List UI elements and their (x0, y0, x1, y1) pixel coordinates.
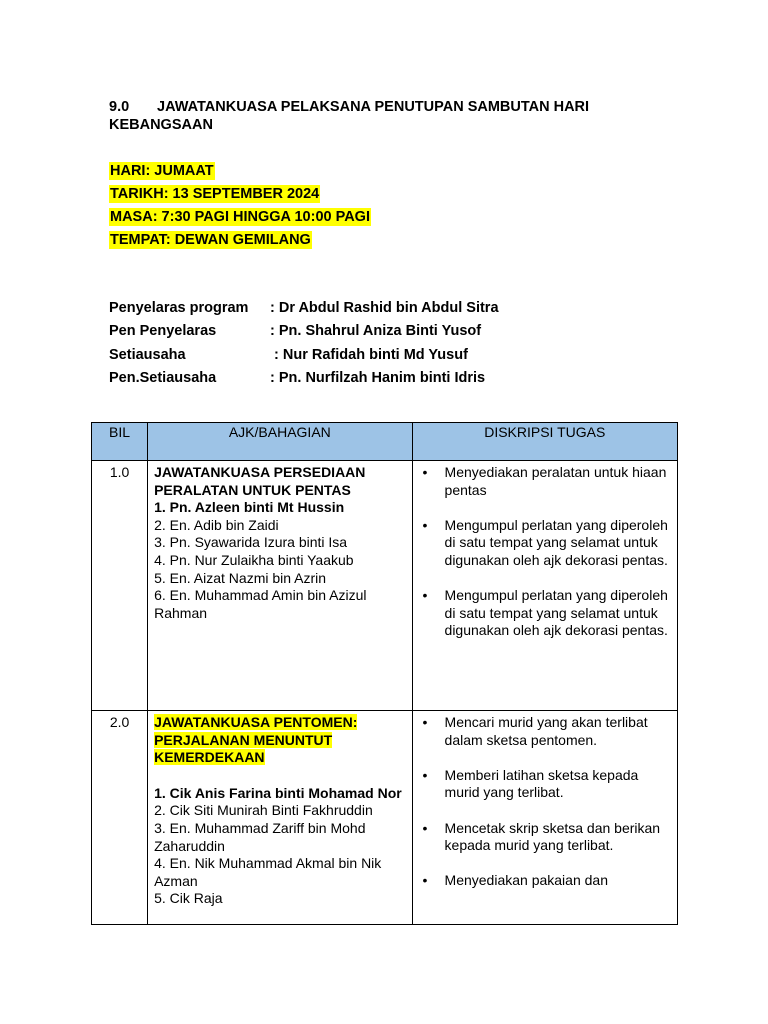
duty-table (91, 422, 678, 925)
table-header-row (92, 423, 678, 461)
task-item: • Mengumpul perlatan yang diperoleh di satu tempat yang selamat untuk digunakan oleh ajk dekorasi pentas. (422, 516, 668, 568)
event-date: TARIKH: 13 SEPTEMBER 2024 (110, 186, 320, 202)
member: 5. Cik Raja (154, 890, 223, 907)
committee-head: 1. Cik Anis Farina binti Mohamad Nor (154, 784, 402, 801)
section-heading (109, 98, 669, 134)
task-item: • Memberi latihan sketsa kepada murid yang terlibat. (422, 766, 639, 801)
role-value: : Dr Abdul Rashid bin Abdul Sitra (270, 300, 499, 316)
role-assistant-coordinator (109, 322, 481, 340)
bullet-icon: • (422, 516, 428, 533)
header-bil: BIL (92, 423, 148, 461)
role-label: Pen Penyelaras (109, 323, 217, 339)
task-item: • Mencetak skrip sketsa dan berikan kepada murid yang terlibat. (422, 819, 661, 854)
table-row (92, 461, 678, 711)
section-number: 9.0 (109, 99, 130, 115)
role-value: : Pn. Shahrul Aniza Binti Yusof (270, 323, 482, 339)
role-value: : Pn. Nurfilzah Hanim binti Idris (270, 370, 486, 386)
task-item: • Mencari murid yang akan terlibat dalam sketsa pentomen. (422, 714, 648, 748)
bullet-icon: • (422, 872, 428, 889)
tasks-cell (412, 711, 677, 925)
committee-head: 1. Pn. Azleen binti Mt Hussin (154, 499, 345, 516)
tasks-cell (412, 461, 677, 711)
member: 3. Pn. Syawarida Izura binti Isa (154, 534, 348, 551)
member: 2. En. Adib bin Zaidi (154, 516, 279, 533)
role-label: Penyelaras program (109, 300, 249, 316)
role-label: Setiausaha (109, 347, 186, 363)
member: 4. Pn. Nur Zulaikha binti Yaakub (154, 551, 354, 568)
header-ajk: AJK/BAHAGIAN (148, 423, 412, 461)
role-secretary (109, 346, 468, 364)
bullet-icon: • (422, 587, 428, 604)
section-title-text: JAWATANKUASA PELAKSANA PENUTUPAN SAMBUTAN HARI KEBANGSAAN (109, 99, 590, 133)
bullet-icon: • (422, 819, 428, 836)
role-label: Pen.Setiausaha (109, 370, 217, 386)
header-tasks: DISKRIPSI TUGAS (412, 423, 677, 461)
task-item: • Mengumpul perlatan yang diperoleh di satu tempat yang selamat untuk digunakan oleh ajk dekorasi pentas. (422, 587, 668, 639)
member: 4. En. Nik Muhammad Akmal bin Nik Azman (154, 855, 382, 889)
committee-cell (148, 711, 412, 925)
bullet-icon: • (422, 464, 428, 480)
task-item: • Menyediakan peralatan untuk hiaan pentas (422, 464, 667, 498)
row-number: 2.0 (92, 711, 148, 925)
member: 2. Cik Siti Munirah Binti Fakhruddin (154, 802, 373, 819)
role-assistant-secretary (109, 369, 485, 387)
table-row (92, 711, 678, 925)
member: 3. En. Muhammad Zariff bin Mohd Zaharuddin (154, 819, 366, 854)
event-day: HARI: JUMAAT (110, 163, 214, 179)
committee-name: JAWATANKUASA PENTOMEN: PERJALANAN MENUNTUT KEMERDEKAAN (154, 714, 358, 766)
bullet-icon: • (422, 714, 428, 730)
event-time: MASA: 7:30 PAGI HINGGA 10:00 PAGI (110, 209, 370, 225)
bullet-icon: • (422, 766, 428, 783)
row-number: 1.0 (92, 461, 148, 711)
committee-cell (148, 461, 412, 711)
member: 5. En. Aizat Nazmi bin Azrin (154, 569, 327, 586)
task-item: • Menyediakan pakaian dan (422, 872, 608, 889)
role-value: : Nur Rafidah binti Md Yusuf (270, 347, 468, 363)
event-venue: TEMPAT: DEWAN GEMILANG (110, 232, 311, 248)
committee-name: JAWATANKUASA PERSEDIAAN PERALATAN UNTUK PENTAS (154, 464, 366, 498)
member: 6. En. Muhammad Amin bin Azizul Rahman (154, 587, 367, 621)
role-coordinator (109, 299, 499, 317)
